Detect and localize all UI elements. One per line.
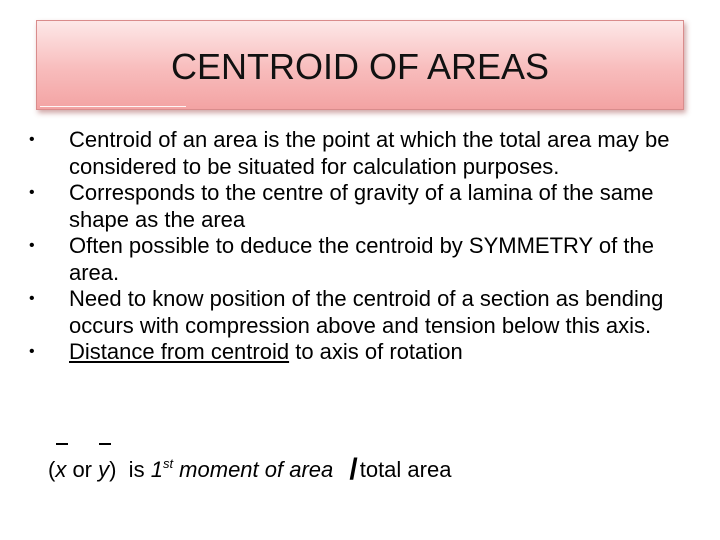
formula-total: total area <box>359 457 452 482</box>
bullet-icon: • <box>29 290 35 307</box>
title-banner <box>36 20 684 110</box>
title-underline <box>40 106 186 107</box>
bullet-icon: • <box>29 237 35 254</box>
list-item <box>20 180 700 233</box>
y-bar-symbol: y <box>98 457 110 482</box>
bullet-text: Centroid of an area is the point at which the total area may be considered to be situated for calculation purposes. <box>69 127 670 179</box>
formula-is: is <box>116 457 151 482</box>
list-item <box>20 233 700 286</box>
formula-ordinal: 1 <box>150 457 163 482</box>
x-bar-symbol: x <box>55 457 67 482</box>
bullet-text: Corresponds to the centre of gravity of a lamina of the same shape as the area <box>69 180 654 232</box>
formula-moment-text: moment of area <box>173 457 340 482</box>
bullet-text: to axis of rotation <box>289 339 463 364</box>
list-item <box>20 286 700 339</box>
bullet-text: Need to know position of the centroid of a section as bending occurs with compression above and tension below this axis. <box>69 286 664 338</box>
bullet-text: Often possible to deduce the centroid by SYMMETRY of the area. <box>69 233 654 285</box>
division-slash: / <box>349 453 358 486</box>
bullet-icon: • <box>29 184 35 201</box>
bullet-icon: • <box>29 131 35 148</box>
list-item <box>20 127 700 180</box>
bullet-icon: • <box>29 343 35 360</box>
underlined-text: Distance from centroid <box>69 339 290 364</box>
formula-open-paren: ( <box>48 457 56 482</box>
slide-title: CENTROID OF AREAS <box>170 46 550 87</box>
formula-line <box>48 451 452 486</box>
list-item <box>20 339 700 366</box>
bullet-list <box>20 127 700 366</box>
formula-or: or <box>66 457 99 482</box>
formula-ordinal-suffix: st <box>162 456 174 471</box>
formula-close-paren: ) <box>109 457 117 482</box>
